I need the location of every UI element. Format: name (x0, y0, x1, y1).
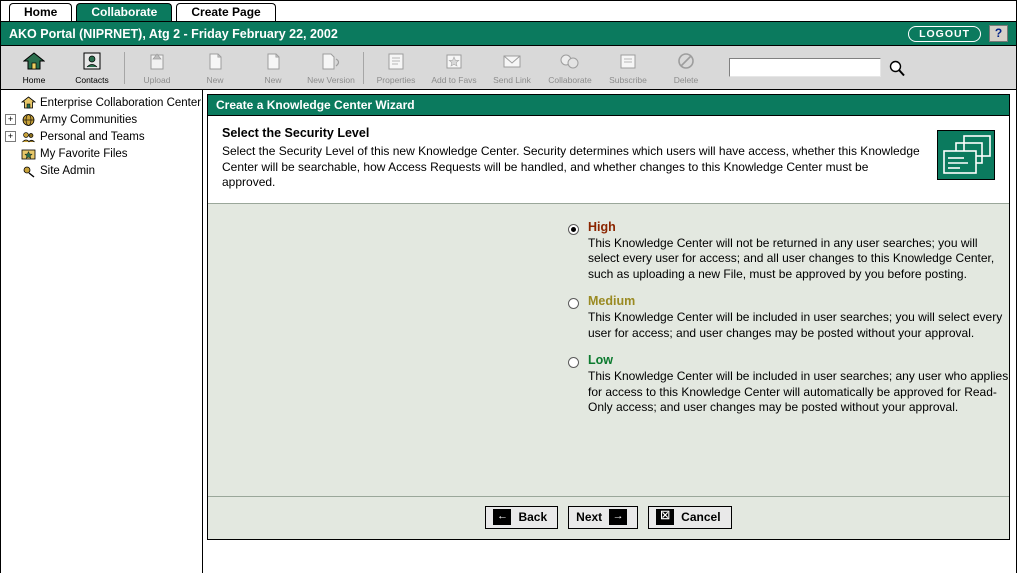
sidebar-label: Army Communities (40, 113, 138, 126)
main-panel (203, 90, 1016, 573)
sidebar-label: Personal and Teams (40, 130, 145, 143)
sidebar-label: My Favorite Files (40, 147, 128, 160)
back-button-label: Back (518, 509, 548, 524)
sidebar-label: Site Admin (40, 164, 95, 177)
navigation-tree (1, 90, 203, 573)
toolbar-new-version-label: New Version (307, 74, 355, 85)
main-toolbar (1, 46, 1016, 90)
tab-collaborate[interactable]: Collaborate (76, 3, 172, 21)
close-icon: ☒ (656, 509, 674, 525)
contacts-icon (81, 51, 103, 73)
tab-home[interactable]: Home (9, 3, 72, 21)
sidebar-item-my-favorite-files[interactable] (3, 145, 202, 162)
security-level-options (208, 204, 1009, 496)
option-low-description: This Knowledge Center will be included in user searches; any user who applies for access to this Knowledge Center will automatically be approved for Read-Only access; and user changes may be posted without your approval. (588, 369, 1009, 414)
toolbar-collaborate-label: Collaborate (548, 74, 592, 85)
toolbar-properties-label: Properties (376, 74, 416, 85)
toolbar-collaborate[interactable] (541, 47, 599, 89)
search-button[interactable] (887, 58, 907, 78)
toolbar-delete-label: Delete (673, 74, 699, 85)
toolbar-subscribe-label: Subscribe (609, 74, 647, 85)
expander-blank-icon (5, 148, 16, 159)
properties-icon (385, 51, 407, 73)
home-icon (23, 51, 45, 73)
next-button[interactable] (568, 506, 638, 529)
add-to-favs-icon (443, 51, 465, 73)
option-high-description: This Knowledge Center will not be returned in any user searches; you will select every user for access; and all user changes to this Knowledge Center, such as uploading a new File, must be approved by you before posting. (588, 235, 995, 281)
globe-icon (20, 112, 36, 127)
toolbar-contacts-label: Contacts (75, 74, 109, 85)
toolbar-send-link-label: Send Link (493, 74, 531, 85)
toolbar-new-folder[interactable] (244, 47, 302, 89)
upload-icon (146, 51, 168, 73)
arrow-left-icon: ← (493, 509, 511, 525)
radio-low[interactable] (568, 357, 579, 368)
next-button-label: Next (576, 509, 603, 524)
arrow-right-icon: → (609, 509, 627, 525)
option-low-label: Low (588, 353, 613, 367)
tab-create-page[interactable]: Create Page (176, 3, 275, 21)
house-icon (20, 95, 36, 110)
option-high-label: High (588, 219, 616, 234)
option-medium-description: This Knowledge Center will be included in user searches; you will select every user for access; and user changes may be posted without your approval. (588, 310, 1003, 340)
toolbar-add-to-favs[interactable] (425, 47, 483, 89)
admin-icon (20, 163, 36, 178)
back-button[interactable] (485, 506, 558, 529)
knowledge-center-illustration (937, 130, 995, 180)
option-low[interactable] (208, 353, 1009, 416)
cancel-button[interactable] (648, 506, 731, 529)
toolbar-delete[interactable] (657, 47, 715, 89)
toolbar-upload[interactable] (128, 47, 186, 89)
help-button[interactable]: ? (989, 25, 1008, 42)
radio-high[interactable] (568, 224, 579, 235)
toolbar-home[interactable] (5, 47, 63, 89)
expander-plus-icon[interactable]: + (5, 131, 16, 142)
sidebar-item-site-admin[interactable] (3, 162, 202, 179)
toolbar-new-folder-label: New (264, 74, 282, 85)
expander-blank-icon (5, 165, 16, 176)
sidebar-label: Enterprise Collaboration Center (40, 96, 202, 109)
option-high[interactable] (208, 220, 1009, 283)
option-high-body (588, 220, 1009, 283)
expander-blank-icon (5, 97, 16, 108)
toolbar-properties[interactable] (367, 47, 425, 89)
content-area (1, 90, 1016, 573)
people-icon (20, 129, 36, 144)
toolbar-new-file-label: New (206, 74, 224, 85)
sidebar-item-army-communities[interactable] (3, 111, 202, 128)
sidebar-item-personal-and-teams[interactable] (3, 128, 202, 145)
toolbar-subscribe[interactable] (599, 47, 657, 89)
logout-button[interactable]: LOGOUT (908, 26, 981, 42)
toolbar-separator-1 (124, 52, 125, 84)
toolbar-contacts[interactable] (63, 47, 121, 89)
toolbar-separator-2 (363, 52, 364, 84)
toolbar-new-file[interactable] (186, 47, 244, 89)
option-medium-body (588, 294, 1009, 341)
wizard-footer (208, 496, 1009, 539)
toolbar-home-label: Home (22, 74, 46, 85)
new-folder-icon (262, 51, 284, 73)
collaborate-icon (557, 51, 583, 73)
wizard-header: Create a Knowledge Center Wizard (208, 95, 1009, 116)
wizard-intro-title: Select the Security Level (222, 126, 370, 140)
cancel-button-label: Cancel (681, 509, 721, 524)
portal-title: AKO Portal (NIPRNET), Atg 2 - Friday February 22, 2002 (9, 26, 338, 41)
tab-bar (1, 1, 1016, 21)
portal-title-bar (1, 21, 1016, 46)
option-medium-label: Medium (588, 294, 636, 308)
toolbar-search (729, 58, 907, 78)
option-medium[interactable] (208, 294, 1009, 341)
wizard-intro (208, 116, 1009, 204)
option-low-body (588, 353, 1009, 416)
new-icon (204, 51, 226, 73)
toolbar-add-to-favs-label: Add to Favs (431, 74, 477, 85)
delete-icon (675, 51, 697, 73)
toolbar-upload-label: Upload (143, 74, 171, 85)
expander-plus-icon[interactable]: + (5, 114, 16, 125)
sidebar-item-enterprise-collaboration-center[interactable] (3, 94, 202, 111)
wizard-panel (207, 94, 1010, 540)
star-folder-icon (20, 146, 36, 161)
search-input[interactable] (729, 58, 881, 77)
toolbar-new-version[interactable] (302, 47, 360, 89)
toolbar-send-link[interactable] (483, 47, 541, 89)
radio-medium[interactable] (568, 298, 579, 309)
send-link-icon (501, 51, 523, 73)
subscribe-icon (617, 51, 639, 73)
new-version-icon (318, 51, 344, 73)
wizard-intro-text: Select the Security Level of this new Knowledge Center. Security determines which users will have access, whether this Knowledge Center will be searchable, how Access Requests will be handled, and whether changes to this Knowledge Center must be approved. (222, 144, 920, 189)
